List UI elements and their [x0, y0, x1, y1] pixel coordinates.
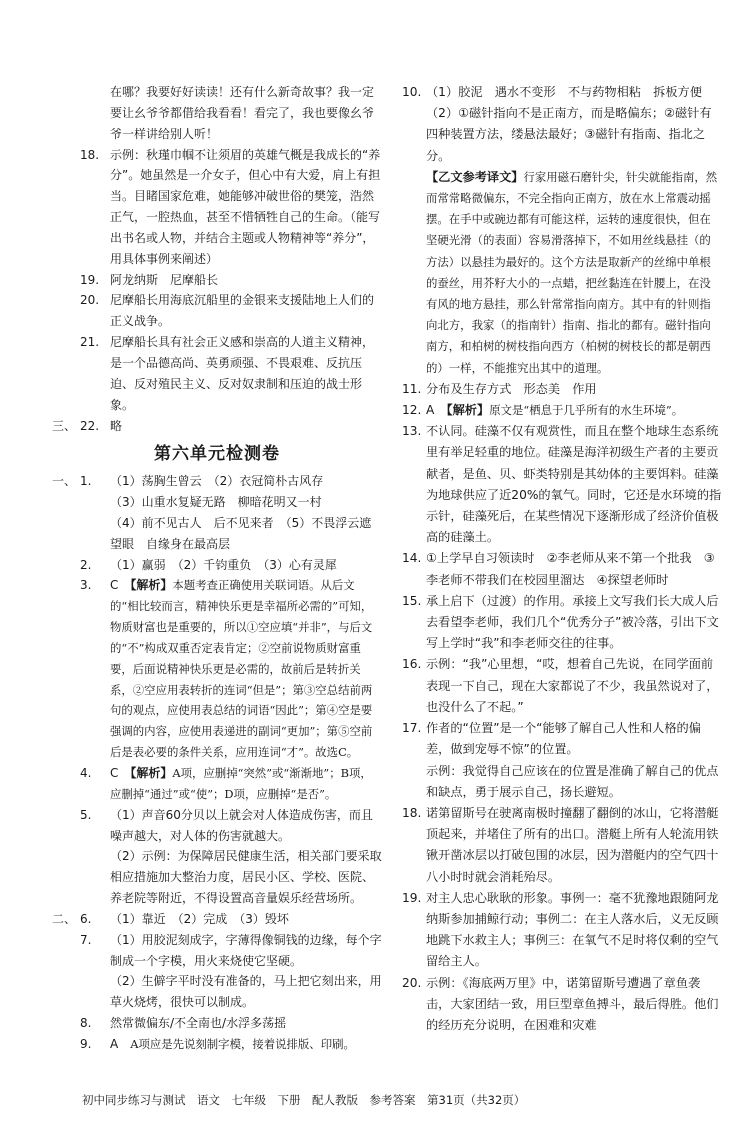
answer-4: 4. C 【解析】A项，应删掉“突然”或“渐渐地”；B项，应删掉“通过”或“使”；D项，应删掉“是否”。 — [80, 766, 372, 801]
answer-2: 2. （1）赢弱 （2）千钧重负 （3）心有灵犀 — [80, 557, 337, 572]
answer-10: 10. （1）胶泥 遇水不变形 不与药物相粘 拆板方便 （2）①磁针指向不是正南方，而是略偏东；②磁针有四种装置方法，缕悬法最好；③磁针有指南、指北之分。 — [402, 82, 722, 167]
answer-13: 13. 不认同。硅藻不仅有观赏性，而且在整个地球生态系统里有举足轻重的地位。硅藻是海洋初级生产者的主要贡献者，是鱼、贝、虾类特别是其幼体的主要饵料。硅藻为地球供应了近20%的氧气。同时，它还是水环境的指示针，硅藻死后，在某些情况下逐渐形成了经济价值极高的硅藻土。 — [402, 424, 722, 545]
answer-20: 20. 示例：《海底两万里》中，诺第留斯号遭遇了章鱼袭击，大家团结一致，用巨型章鱼搏斗，最后得胜。他们的经历充分说明，在困难和灾难 — [402, 975, 719, 1032]
answer-10-part-1: （1）胶泥 遇水不变形 不与药物相粘 拆板方便 — [426, 85, 702, 99]
right-column — [402, 82, 722, 1036]
answer-14: 14. ①上学早自习领读时 ②李老师从来不第一个批我 ③李老师不带我们在校园里溜达 ④探望老师时 — [402, 551, 715, 587]
answer-17-line: 作者的“位置”是一个“能够了解自己人性和人格的偏差，做到宠辱不惊”的位置。 — [426, 721, 701, 757]
answer-20: 20. 尼摩船长用海底沉船里的金银来支援陆地上人们的正义战争。 — [80, 293, 375, 329]
answer-8: 8. 然常微偏东/不全南也/水浮多荡摇 — [80, 1016, 287, 1031]
answer-3: 3. C 【解析】本题考查正确使用关联词语。从后文的“相比较而言，精神快乐更是幸福所必需的”可知，物质财富也是重要的，所以①空应填“并非”，与后文的“不”构成双重否定表肯定；②空前说物质财富重要，后面说精神快乐更是必需的，故前后是转折关系，②空应用表转折的连词“但是”；第③空总结前两句的观点，应使用表总结的词语“因此”；第④空是要强调的内容，应使用表递进的副词“更加”；第⑤空前后是表必要的条件关系，应用连词“才”。故选C。 — [80, 578, 373, 760]
answer-5: 5. （1）声音60分贝以上就会对人体造成伤害，而且噪声越大，对人体的伤害就越大。 （2）示例：为保障居民健康生活，相关部门要采取相应措施加大整治力度，居民小区、学校、医院、养老院等附近，不得设置高音量娱乐经营场所。 — [52, 805, 382, 909]
answer-1-line: （1）荡胸生曾云 （2）衣冠简朴古风存 — [110, 474, 324, 489]
answer-1-line: （4）前不见古人 后不见来者 （5）不畏浮云遮望眼 自缘身在最高层 — [110, 515, 372, 551]
section-3: 三、 22. 略 — [52, 418, 123, 433]
answer-7-line: （2）生僻字平时没有准备的，马上把它刻出来，用草火烧烤，很快可以制成。 — [110, 974, 382, 1010]
page-footer: 初中同步练习与测试 语文 七年级 下册 配人教版 参考答案 第31页（共32页） — [82, 1093, 526, 1107]
answer-19: 19. 对主人忠心耿耿的形象。事例一：毫不犹豫地跟随阿龙纳斯参加捕鲸行动；事例二：在主人落水后，义无反顾地跳下水救主人；事例三：在氧气不足时将仅剩的空气留给主人。 — [402, 890, 719, 969]
answer-17: 17. 作者的“位置”是一个“能够了解自己人性和人格的偏差，做到宠辱不惊”的位置。 示例：我觉得自己应该在的位置是准确了解自己的优点和缺点，勇于展示自己，扬长避短。 — [402, 718, 722, 803]
answer-18: 18. 示例：秋瑾巾帼不让须眉的英雄气概是我成长的“养分”。她虽然是一介女子，但心中有大爱，肩上有担当。目睹国家危难，她能够冲破世俗的樊笼，浩然正气，一腔热血，甚至不惜牺牲自己的生命。（能写出书名或人物，并结合主题或人物精神等“养分”，用具体事例来阐述） — [80, 147, 381, 266]
answer-15: 15. 承上启下（过渡）的作用。承接上文写我们长大成人后去看望李老师，我们几个“优秀分子”被冷落，引出下文写上学时“我”和李老师交往的往事。 — [402, 593, 719, 651]
left-column — [52, 82, 382, 1055]
answer-18: 18. 诺第留斯号在驶离南极时撞翻了翻倒的冰山，它将潜艇顶起来，并堵住了所有的出口。潜艇上所有人轮流用铁锹开凿冰层以打破包围的冰层，因为潜艇内的空气四十八小时时就会消耗殆尽。 — [402, 805, 719, 884]
unit-title: 第六单元检测卷 — [154, 444, 280, 465]
answer-16: 16. 示例：“我”心里想，“哎，想着自己先说，在同学面前表现一下自己，现在大家都说了不少，我虽然说对了，也没什么了不起。” — [402, 657, 719, 714]
answer-12: 12. A 【解析】原文是“栖息于几乎所有的水生环境”。 — [402, 403, 684, 418]
answer-21: 21. 尼摩船长具有社会正义感和崇高的人道主义精神，是一个品德高尚、英勇顽强、不畏艰难、反抗压迫、反对殖民主义、反对奴隶制和压迫的战士形象。 — [80, 335, 375, 412]
answer-1: 一、 1. （1）荡胸生曾云 （2）衣冠简朴古风存 （3）山重水复疑无路 柳暗花明又一村 （4）前不见古人 后不见来者 （5）不畏浮云遮望眼 自缘身在最高层 — [52, 471, 382, 554]
answer-6: 二、 6. （1）靠近 （2）完成 （3）毁坏 — [52, 911, 289, 926]
answer-7-line: （1）用胶泥刻成字，字薄得像铜钱的边缘，每个字制成一个字模，用火来烧使它坚硬。 — [110, 932, 382, 968]
answer-5-line: （2）示例：为保障居民健康生活，相关部门要采取相应措施加大整治力度，居民小区、学校、医院、养老院等附近，不得设置高音量娱乐经营场所。 — [110, 849, 382, 906]
answer-9: 9. A A项应是先说刻制字模，接着说排版、印刷。 — [80, 1036, 355, 1051]
answer-10-part-2: （2）①磁针指向不是正南方，而是略偏东；②磁针有四种装置方法，缕悬法最好；③磁针有指南、指北之分。 — [426, 106, 712, 163]
translation-block: 【乙文参考译文】行家用磁石磨针尖，针尖就能指南，然而常常略微偏东，不完全指向正南方，放在水上常震动摇摆。在手中或碗边都有可能这样，运转的速度很快，但在坚硬光滑（的表面）容易滑落掉下，不如用丝线悬挂（的方法）以悬挂为最好的。这个方法是取新产的丝绵中单根的蚕丝，用芥籽大小的一点蜡，把丝黏连在针腰上，在没有风的地方悬挂，那么针常常指向南方。其中有的针则指向北方，我家（的指南针）指南、指北的都有。磁针指向南方，和柏树的树枝指向西方（柏树的树枝长的都是朝西的）一样，不能推究出其中的道理。 — [426, 169, 718, 375]
answer-17-continued: 在哪？我要好好读读！还有什么新奇故事？我一定要让幺爷爷都借给我看看！看完了，我也要像幺爷爷一样讲给别人听！ — [110, 85, 375, 141]
answer-17-line: 示例：我觉得自己应该在的位置是准确了解自己的优点和缺点，勇于展示自己，扬长避短。 — [426, 763, 719, 799]
answer-19: 19. 阿龙纳斯 尼摩船长 — [80, 272, 219, 287]
answer-7: 7. （1）用胶泥刻成字，字薄得像铜钱的边缘，每个字制成一个字模，用火来烧使它坚硬。 （2）生僻字平时没有准备的，马上把它刻出来，用草火烧烤，很快可以制成。 — [52, 930, 382, 1013]
answer-5-line: （1）声音60分贝以上就会对人体造成伤害，而且噪声越大，对人体的伤害就越大。 — [110, 807, 373, 843]
answer-11: 11. 分布及生存方式 形态美 作用 — [402, 381, 597, 396]
answer-1-line: （3）山重水复疑无路 柳暗花明又一村 — [110, 495, 322, 510]
